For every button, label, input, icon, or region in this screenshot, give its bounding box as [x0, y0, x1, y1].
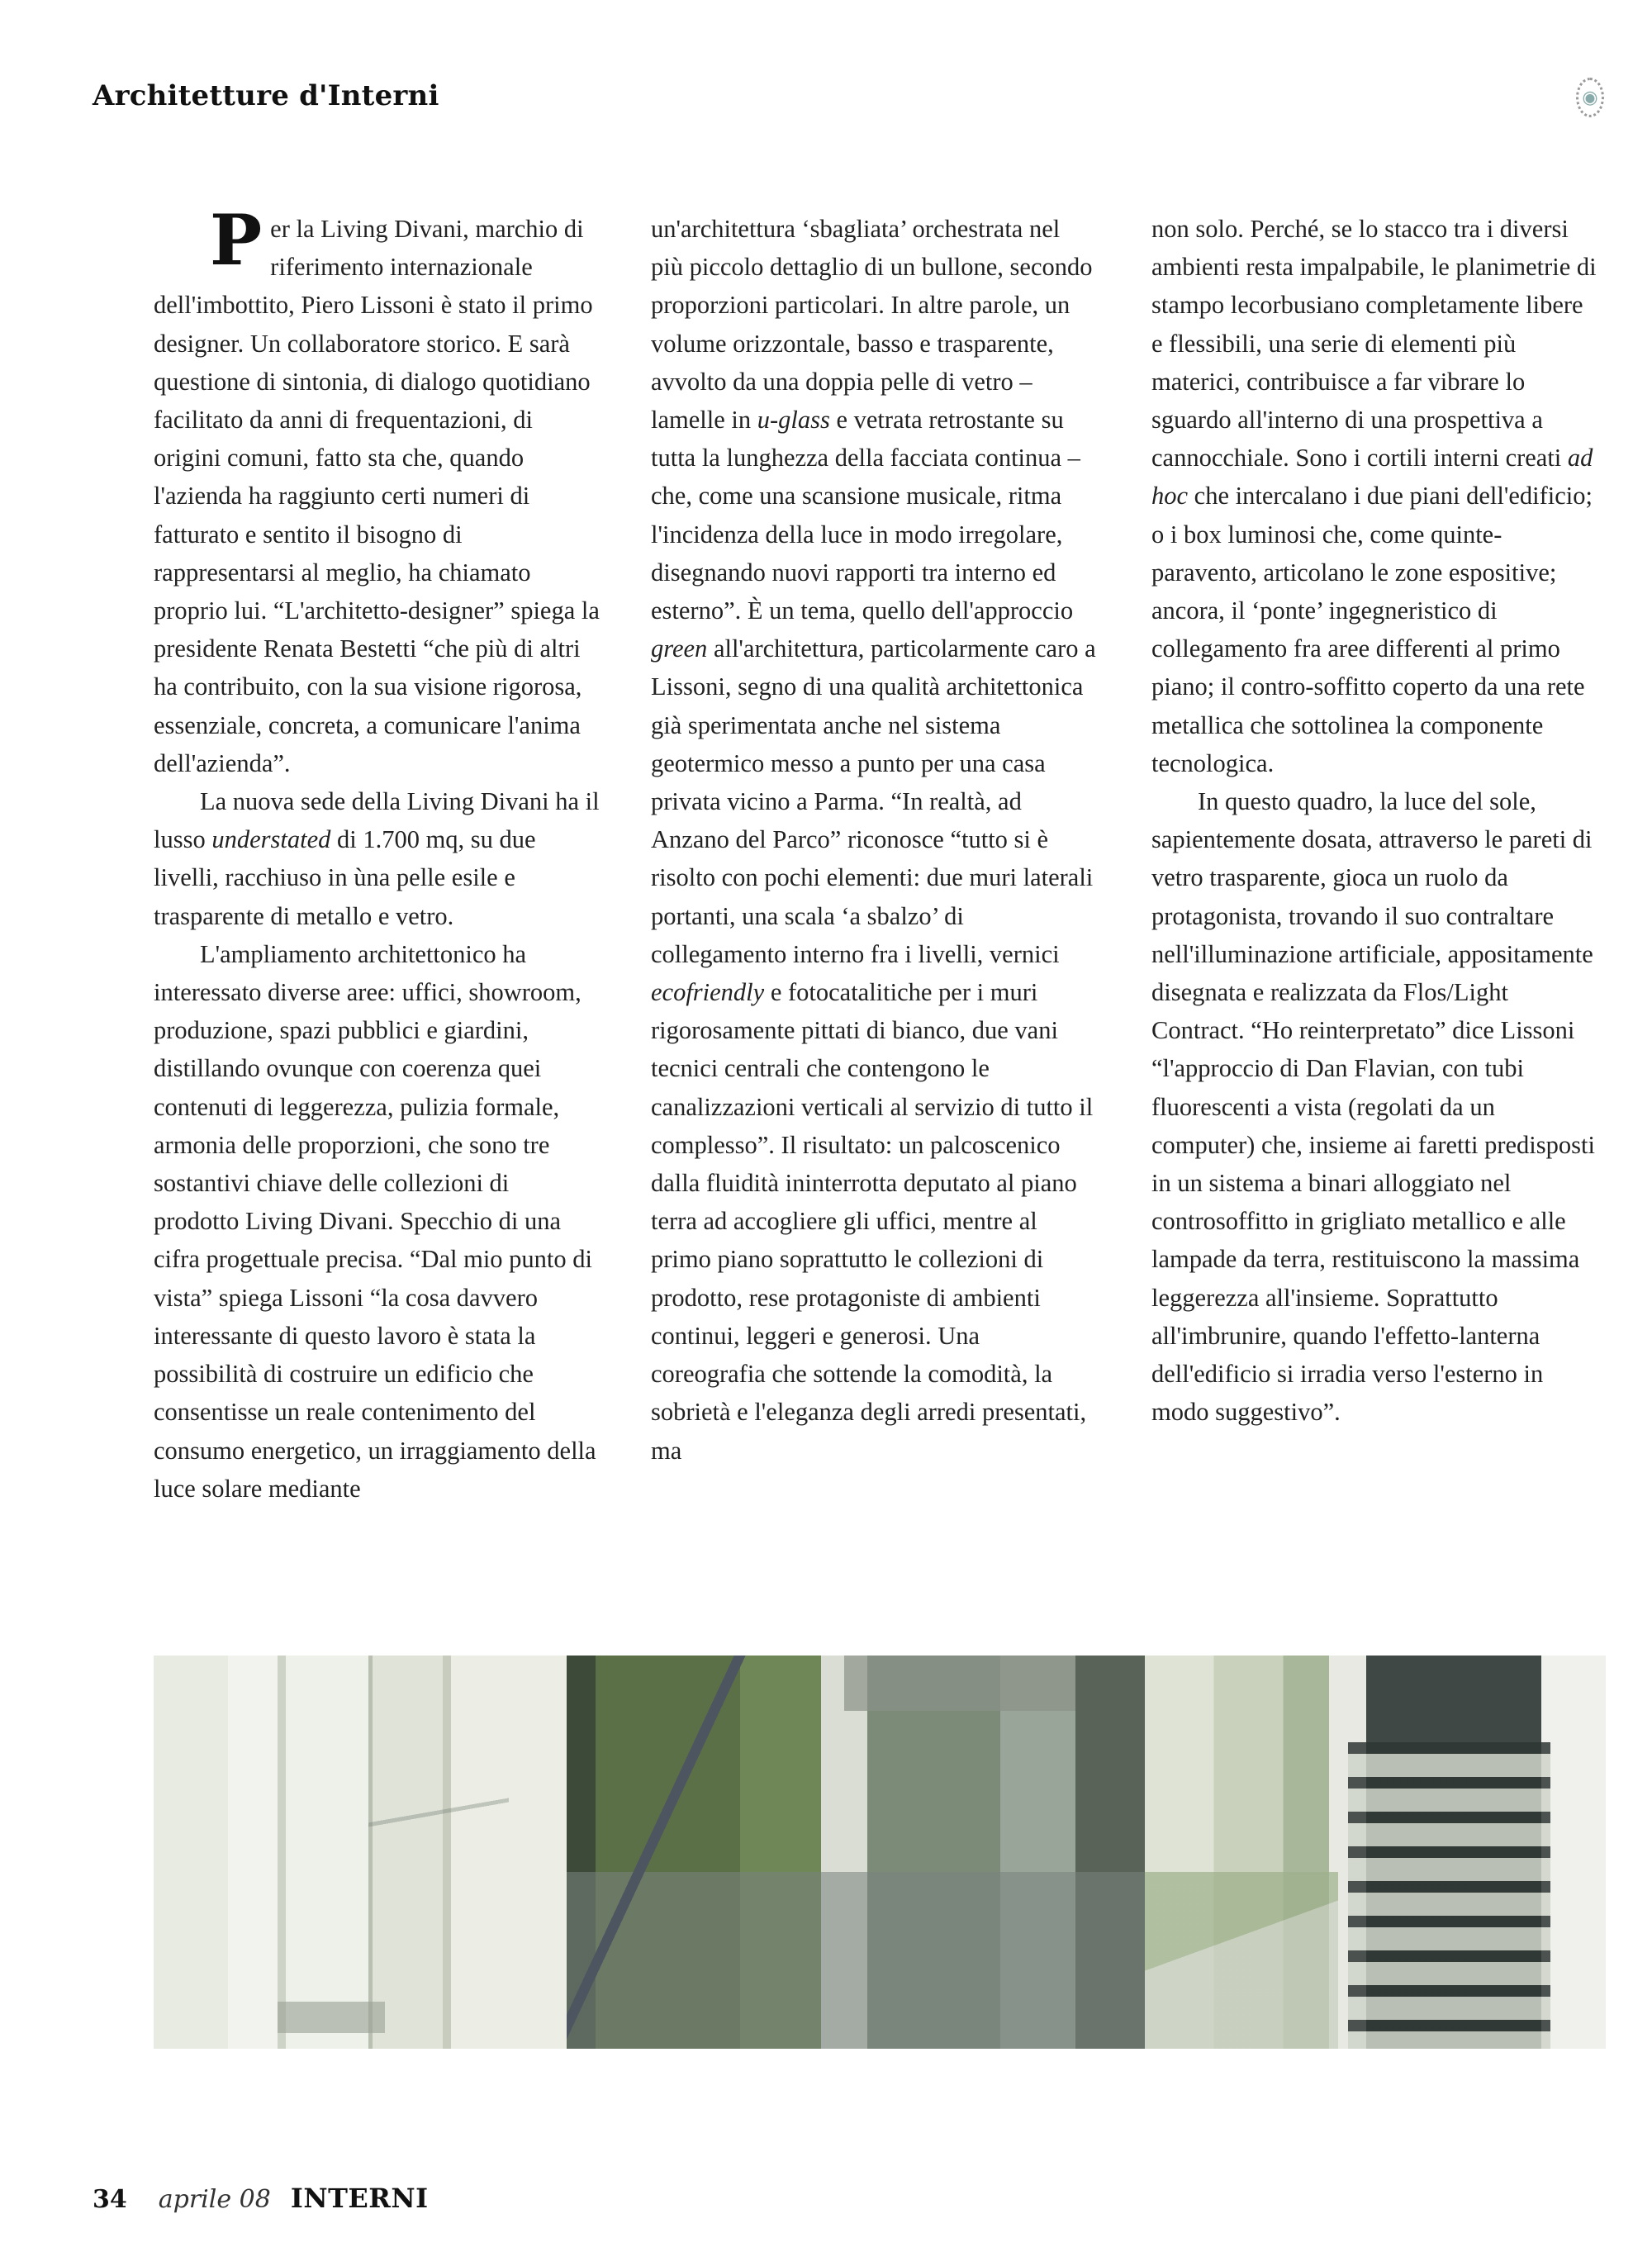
page-footer — [93, 2183, 429, 2214]
paragraph-text: di 1.700 mq, su due livelli, racchiuso in ùna pelle esile e trasparente di metallo e vetro. — [154, 825, 536, 930]
paragraph — [651, 210, 1097, 1470]
paragraph — [154, 199, 600, 782]
circular-stamp-emblem-icon: ◉ — [1576, 78, 1604, 117]
section-title: Architetture d'Interni — [93, 79, 439, 112]
article-column-1 — [154, 199, 600, 1508]
drop-cap: P — [210, 199, 263, 281]
paragraph — [154, 782, 600, 935]
paragraph — [154, 935, 600, 1508]
paragraph-text: un'architettura ‘sbagliata’ orchestrata nel più piccolo dettaglio di un bullone, secondo proporzioni particolari. In altre parole, un volume orizzontale, basso e trasparente, avvolto da una doppia pelle di vetro – lamelle in — [651, 215, 1093, 435]
paragraph-text: In questo quadro, la luce del sole, sapientemente dosata, attraverso le pareti di vetro trasparente, gioca un ruolo da protagonista, trovando il suo contraltare nell'illuminazione artificiale, appositamente disegnata e realizzata da Flos/Light Contract. “Ho reinterpretato” dice Lissoni “l'approccio di Dan Flavian, con tubi fluorescenti a vista (regolati da un computer) che, insieme ai faretti predisposti in un sistema a binari alloggiato nel controsoffitto in grigliato metallico e alle lampade da terra, restituiscono la massima leggerezza all'insieme. Soprattutto all'imbrunire, quando l'effetto-lanterna dell'edificio si irradia verso l'esterno in modo suggestivo”. — [1151, 787, 1595, 1427]
paragraph — [1151, 782, 1597, 1431]
article-column-3 — [1151, 210, 1597, 1432]
italic-term: green — [651, 634, 708, 663]
italic-term: ad hoc — [1151, 444, 1593, 511]
paragraph-text: e vetrata retrostante su tutta la lunghezza della facciata continua – che, come una scansione musicale, ritma l'incidenza della luce in modo irregolare, disegnando nuovi rapporti tra interno ed esterno”. È un tema, quello dell'approccio — [651, 406, 1080, 625]
photo-glass-facade-corridor — [154, 1656, 567, 2049]
paragraph-text: L'ampliamento architettonico ha interessato diverse aree: uffici, showroom, produzione, spazi pubblici e giardini, distillando ovunque con coerenza quei contenuti di leggerezza, pulizia formale, armonia delle proporzioni, che sono tre sostantivi chiave delle collezioni di prodotto Living Divani. Specchio di una cifra progettuale precisa. “Dal mio punto di vista” spiega Lissoni “la cosa davvero interessante di questo lavoro è stata la possibilità di costruire un edificio che consentisse un reale contenimento del consumo energetico, un irraggiamento della luce solare mediante — [154, 939, 596, 1503]
article-body — [154, 199, 1607, 1609]
paragraph-text: e fotocatalitiche per i muri rigorosamente pittati di bianco, due vani tecnici centrali che contengono le canalizzazioni verticali al servizio di tutto il complesso”. Il risultato: un palcoscenico dalla fluidità ininterrotta deputato al piano terra ad accogliere gli uffici, mentre al primo piano soprattutto le collezioni di prodotto, rese protagoniste di ambienti continui, leggeri e generosi. Una coreografia che sottende la comodità, la sobrietà e l'eleganza degli arredi presentati, ma — [651, 978, 1094, 1465]
photo-cantilever-staircase — [1145, 1656, 1606, 2049]
italic-term: ecofriendly — [651, 978, 765, 1007]
paragraph-text: non solo. Perché, se lo stacco tra i diversi ambienti resta impalpabile, le planimetrie di stampo lecorbusiano completamente libere e flessibili, una serie di elementi più materici, contribuisce a far vibrare lo sguardo all'interno di una prospettiva a cannocchiale. Sono i cortili interni creati — [1151, 215, 1597, 473]
photo-strip — [154, 1656, 1606, 2049]
italic-term: understated — [211, 825, 331, 854]
italic-term: u-glass — [757, 406, 830, 435]
paragraph-text: all'architettura, particolarmente caro a Lissoni, segno di una qualità architettonica già sperimentata anche nel sistema geotermico messo a punto per una casa privata vicino a Parma. “In realtà, ad Anzano del Parco” riconosce “tutto si è risolto con pochi elementi: due muri laterali portanti, una scala ‘a sbalzo’ di collegamento interno fra i livelli, vernici — [651, 634, 1096, 968]
issue-date: aprile 08 — [158, 2185, 271, 2214]
magazine-name: INTERNI — [290, 2183, 429, 2214]
paragraph-text: La nuova sede della Living Divani ha il lusso — [154, 787, 600, 854]
article-column-2 — [651, 210, 1097, 1470]
paragraph-text: er la Living Divani, marchio di riferimento internazionale dell'imbottito, Piero Lissoni è stato il primo designer. Un collaboratore storico. E sarà questione di sintonia, di dialogo quotidiano facilitato da anni di frequentazioni, di origini comuni, fatto sta che, quando l'azienda ha raggiunto certi numeri di fatturato e sentito il bisogno di rappresentarsi al meglio, ha chiamato proprio lui. “L'architetto-designer” spiega la presidente Renata Bestetti “che più di altri ha contribuito, con la sua visione rigorosa, essenziale, concreta, a comunicare l'anima dell'azienda”. — [154, 215, 600, 777]
paragraph — [1151, 210, 1597, 782]
paragraph-text: che intercalano i due piani dell'edificio; o i box luminosi che, come quinte-paravento, articolano le zone espositive; ancora, il ‘ponte’ ingegneristico di collegamento fra aree differenti al primo piano; il contro-soffitto coperto da una rete metallica che sottolinea la componente tecnologica. — [1151, 482, 1593, 777]
photo-glass-walkway-tree — [567, 1656, 1145, 2049]
page-number: 34 — [93, 2185, 127, 2214]
